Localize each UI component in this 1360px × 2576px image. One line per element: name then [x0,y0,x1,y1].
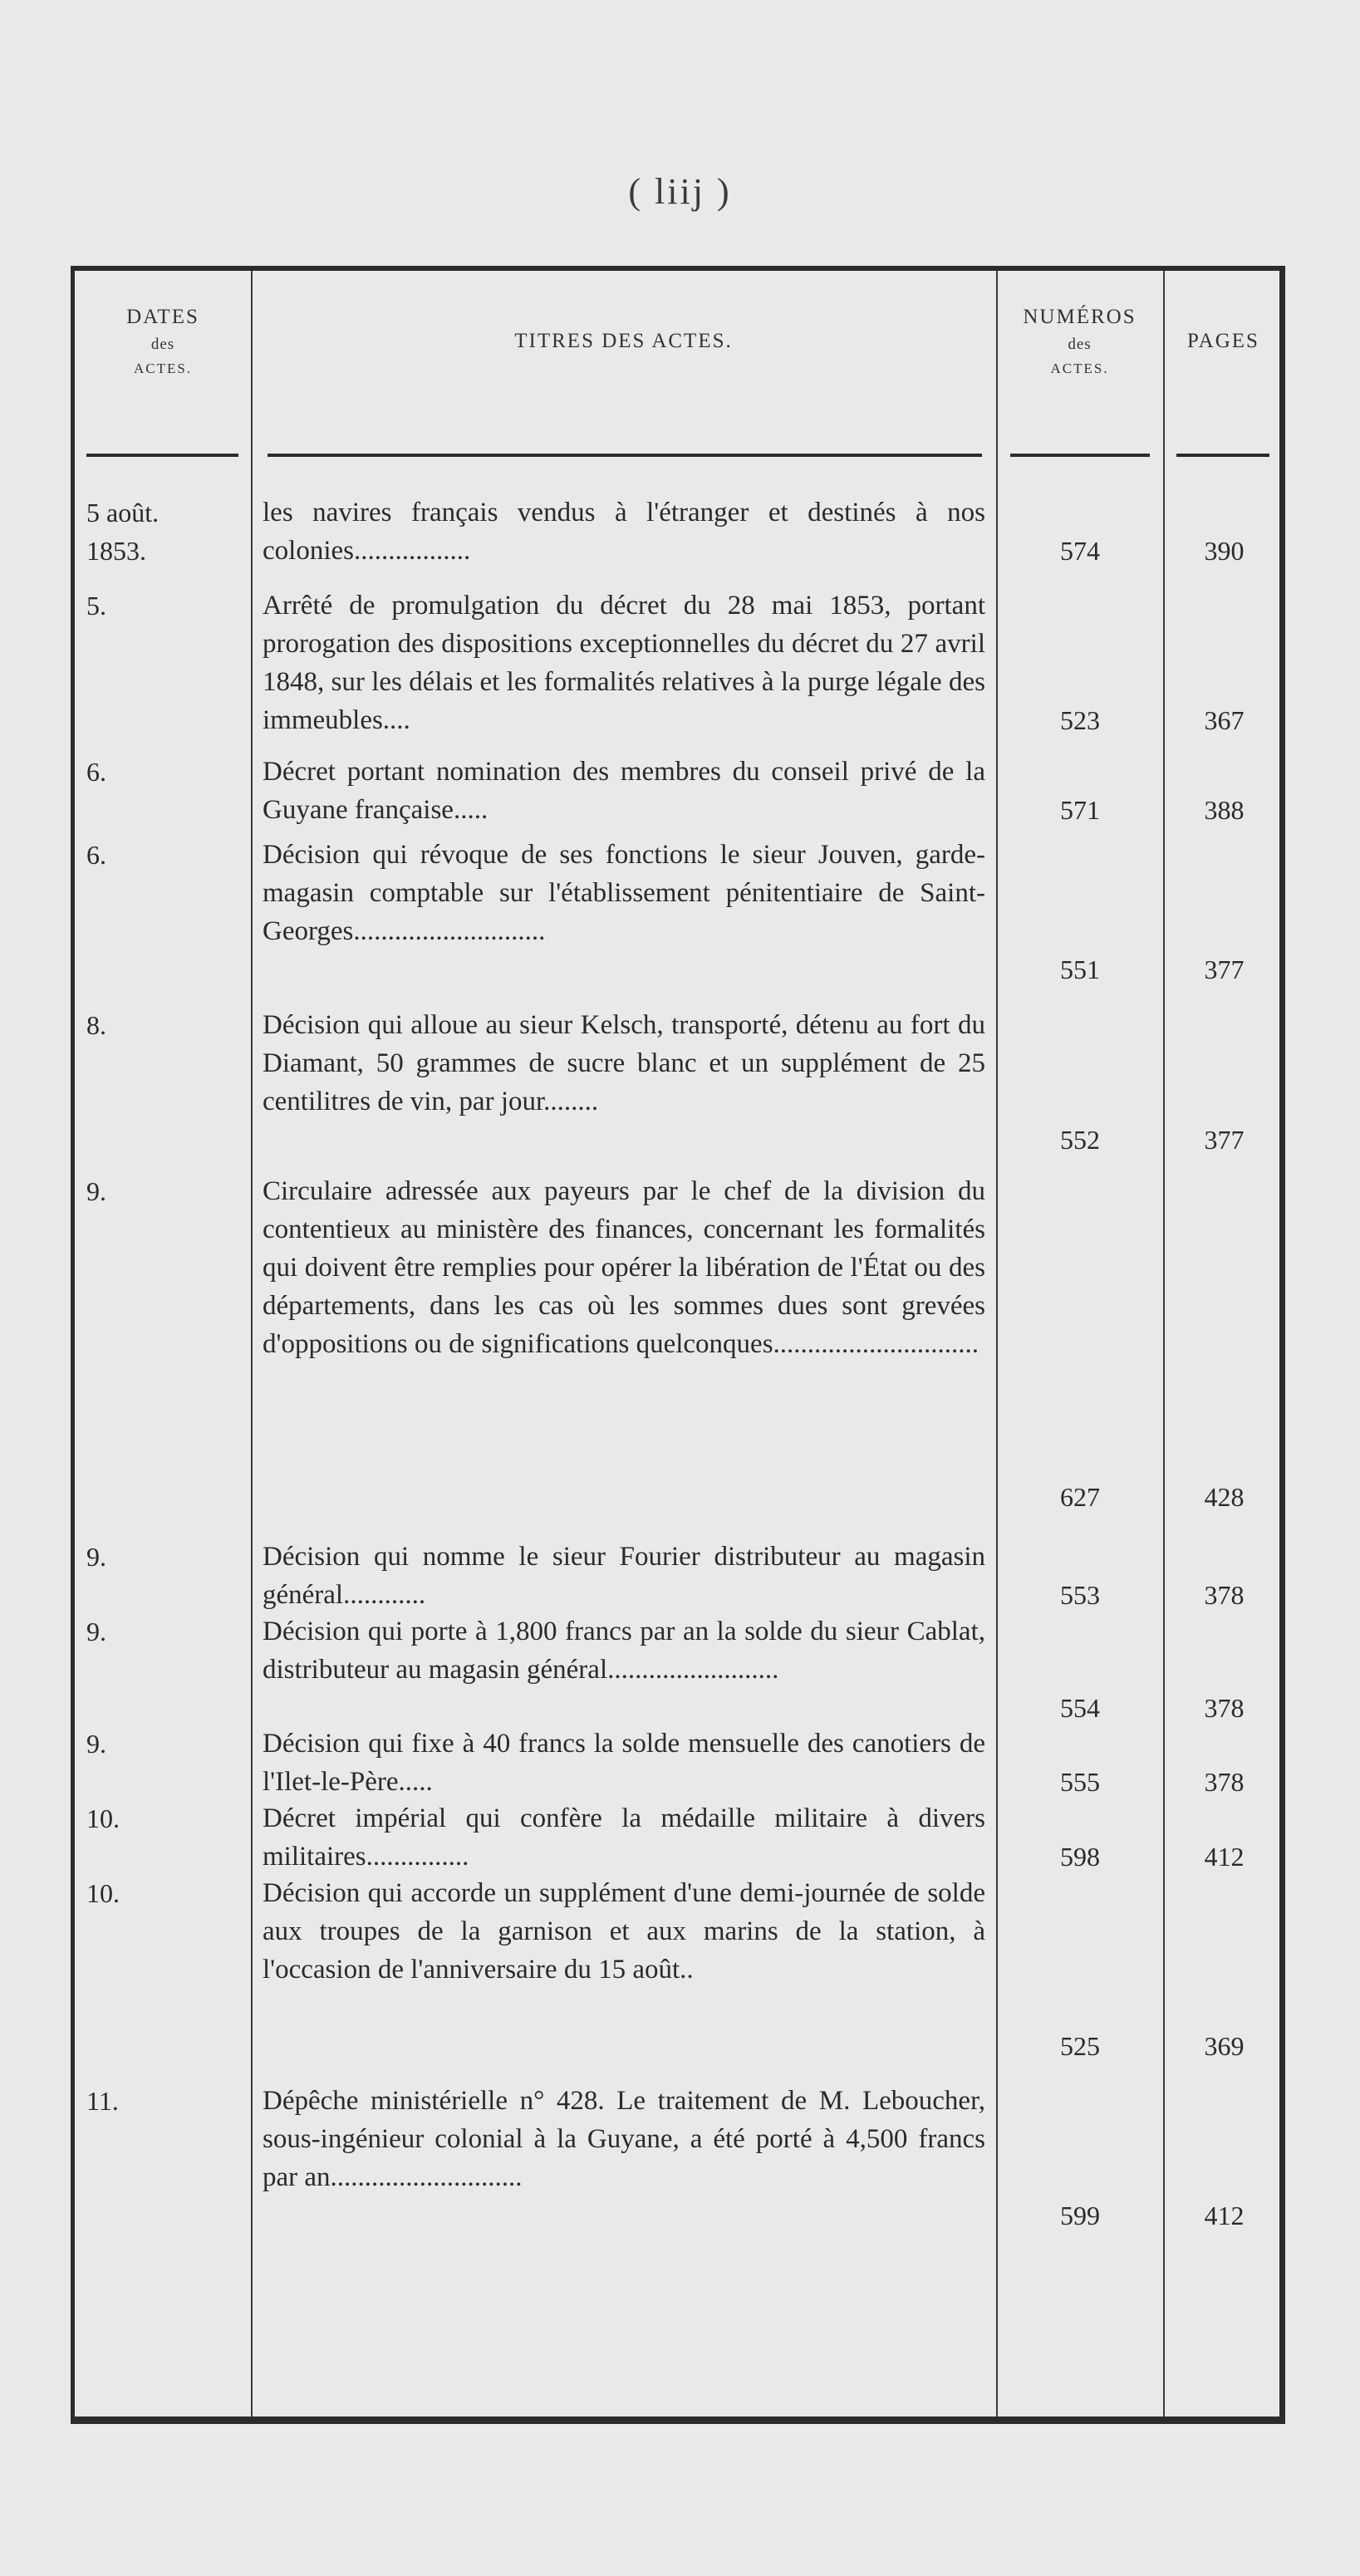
act-title: Décision qui alloue au sieur Kelsch, transporté, détenu au fort du Diamant, 50 grammes de sucre blanc et un supplément de 25 centilitres de vin, par jour........ [263,1010,985,1116]
acts-table [71,266,1285,2424]
act-page: 367 [1204,705,1245,735]
act-page: 378 [1204,1693,1245,1723]
act-title: Décision qui nomme le sieur Fourier distributeur au magasin général............ [263,1542,985,1610]
act-date: 5. [86,591,106,621]
act-number: 574 [1060,536,1100,566]
act-title: Circulaire adressée aux payeurs par le chef de la division du contentieux au ministère des finances, concernant les formalités qui doivent être remplies pour opérer la libération de l'État ou des départements, dans les cas où les sommes dues sont grevées d'oppositions ou de significations quelconques.............................. [263,1176,985,1359]
act-title: Décision qui porte à 1,800 francs par an la solde du sieur Cablat, distributeur au magasin général......................... [263,1617,985,1685]
act-title: Décision qui fixe à 40 francs la solde mensuelle des canotiers de l'Ilet-le-Père..... [263,1729,985,1797]
header-pages-text: PAGES [1187,330,1259,352]
act-number: 551 [1060,954,1100,984]
act-page: 412 [1204,1842,1245,1872]
act-page: 390 [1204,536,1245,566]
act-number: 523 [1060,705,1100,735]
header-numbers-line1: NUMÉROS [1023,306,1137,328]
act-page: 388 [1204,795,1245,825]
act-title: Dépêche ministérielle n° 428. Le traitement de M. Leboucher, sous-ingénieur colonial à la Guyane, a été porté à 4,500 francs par an............................ [263,2086,985,2192]
act-date: 6. [86,757,106,787]
act-title: Décision qui révoque de ses fonctions le sieur Jouven, garde-magasin comptable sur l'établissement pénitentiaire de Saint-Georges............................ [263,840,985,946]
act-number: 598 [1060,1842,1100,1872]
act-date: 9. [86,1176,106,1206]
act-date: 11. [86,2086,119,2116]
act-date: 10. [86,1803,120,1833]
header-numbers [996,271,1163,412]
act-date: 8. [86,1010,106,1040]
act-page: 377 [1204,1125,1245,1155]
act-number: 554 [1060,1693,1100,1723]
act-number: 555 [1060,1767,1100,1797]
header-numbers-line2: des [1068,336,1092,353]
act-number: 627 [1060,1482,1100,1512]
header-numbers-line3: ACTES. [1050,361,1109,376]
column-divider [251,271,253,2417]
act-title: Décret impérial qui confère la médaille militaire à divers militaires............... [263,1803,985,1872]
column-divider [996,271,998,2417]
act-title: les navires français vendus à l'étranger et destinés à nos colonies................. [263,498,985,566]
header-rule [1176,454,1269,457]
act-title: Arrêté de promulgation du décret du 28 mai 1853, portant prorogation des dispositions exceptionnelles du décret du 27 avril 1848, sur les délais et les formalités relatives à la purge légale des immeubles.... [263,591,985,735]
act-page: 369 [1204,2031,1245,2061]
header-rule [1010,454,1150,457]
act-date: 5 août. 1853. [86,498,160,566]
act-title: Décret portant nomination des membres du conseil privé de la Guyane française..... [263,757,985,825]
column-divider [1163,271,1165,2417]
act-page: 377 [1204,954,1245,984]
header-titles-text: TITRES DES ACTES. [514,330,733,352]
header-pages [1163,271,1284,412]
act-date: 9. [86,1617,106,1646]
act-date: 9. [86,1542,106,1572]
act-date: 6. [86,840,106,870]
header-dates-line2: des [150,336,175,353]
header-dates-line3: ACTES. [133,361,193,376]
page-number: ( liij ) [628,171,732,212]
act-date: 9. [86,1729,106,1759]
header-rule [268,454,982,457]
act-number: 525 [1060,2031,1100,2061]
header-dates [75,271,251,412]
act-page: 412 [1204,2201,1245,2230]
header-titles [251,271,996,412]
header-dates-line1: DATES [126,306,199,328]
header-rule [86,454,238,457]
act-page: 378 [1204,1580,1245,1610]
act-page: 378 [1204,1767,1245,1797]
act-number: 571 [1060,795,1100,825]
act-title: Décision qui accorde un supplément d'une demi-journée de solde aux troupes de la garnison et aux marins de la station, à l'occasion de l'anniversaire du 15 août.. [263,1878,985,1985]
act-number: 599 [1060,2201,1100,2230]
act-number: 552 [1060,1125,1100,1155]
act-date: 10. [86,1878,120,1908]
act-number: 553 [1060,1580,1100,1610]
act-page: 428 [1204,1482,1245,1512]
